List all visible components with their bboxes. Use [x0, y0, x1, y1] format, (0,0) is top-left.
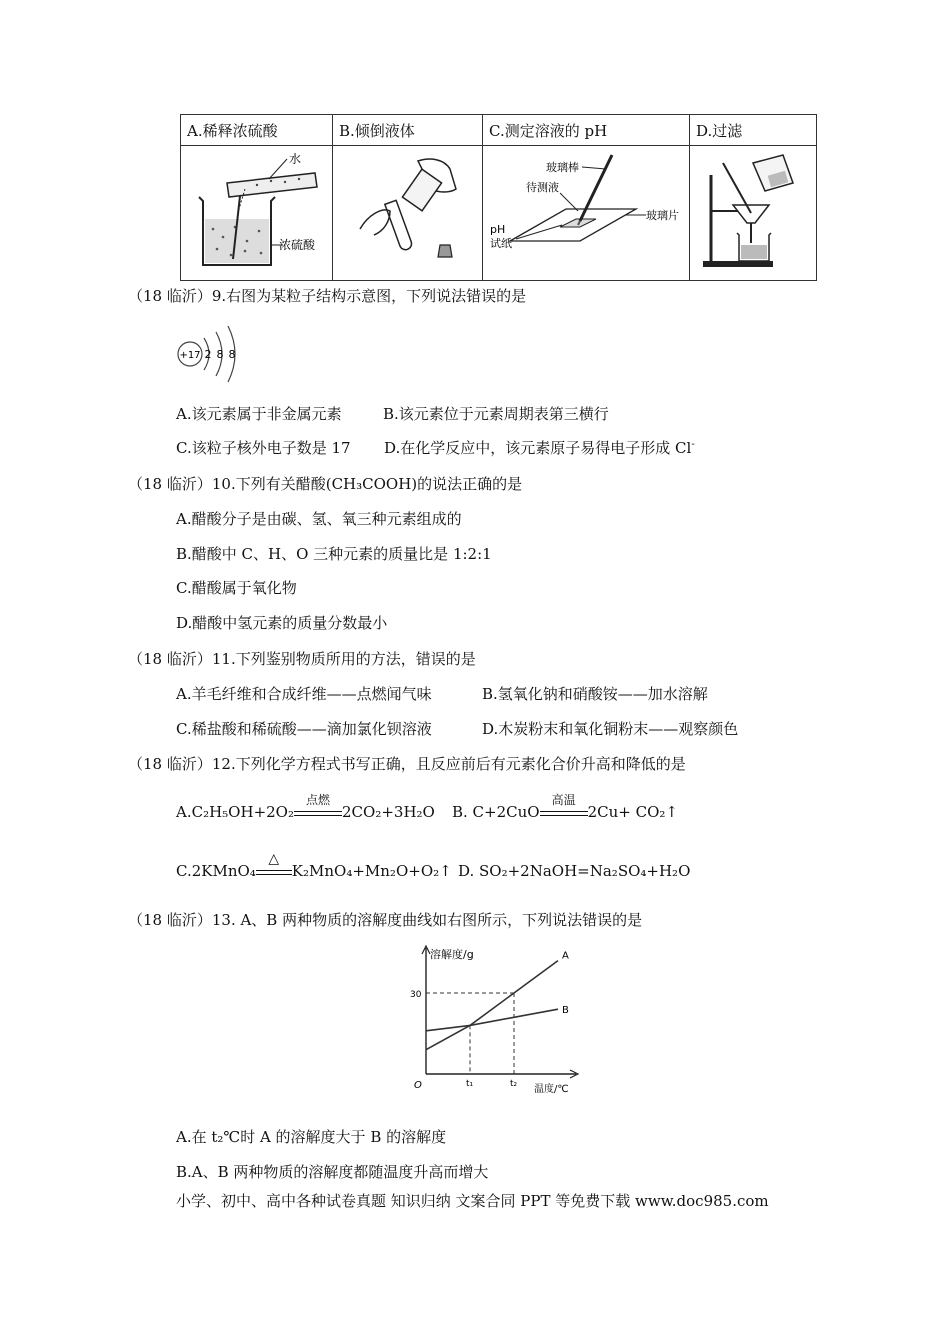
q9-option-c: C.该粒子核外电子数是 17 — [176, 439, 351, 457]
q9-option-d-text: D.在化学反应中，该元素原子易得电子形成 Cl — [384, 439, 692, 457]
y-axis-label: 溶解度/g — [430, 948, 474, 961]
figure-filtration — [690, 146, 817, 281]
x-tick-label: t₂ — [510, 1079, 518, 1089]
series-A-label: A — [562, 950, 569, 962]
q12-option-b — [452, 793, 678, 822]
footer-text: 小学、初中、高中各种试卷真题 知识归纳 文案合同 PPT 等免费下载 www.doc985.com — [176, 1192, 769, 1210]
q12-c-reactants: C.2KMnO₄ — [176, 862, 256, 880]
q11-option-a: A.羊毛纤维和合成纤维——点燃闻气味 — [176, 685, 432, 703]
q12-stem: （18 临沂）12.下列化学方程式书写正确，且反应前后有元素化合价升高和降低的是 — [128, 755, 686, 773]
q12-a-products: 2CO₂+3H₂O — [342, 803, 435, 821]
q13-option-a: A.在 t₂℃时 A 的溶解度大于 B 的溶解度 — [176, 1128, 447, 1146]
label-conc-acid: 浓硫酸 — [278, 238, 315, 252]
shell-1-electrons: 2 — [204, 348, 212, 361]
eq-line — [294, 815, 342, 816]
q10-option-a: A.醋酸分子是由碳、氢、氧三种元素组成的 — [176, 510, 462, 528]
reaction-arrow — [294, 793, 342, 820]
label-ph: pH — [490, 223, 506, 236]
label-glass-slide: 玻璃片 — [646, 209, 679, 222]
y-tick-label: 30 — [410, 990, 422, 1000]
q11-option-d: D.木炭粉末和氧化铜粉末——观察颜色 — [482, 720, 739, 738]
q12-option-d: D. SO₂+2NaOH=Na₂SO₄+H₂O — [458, 862, 691, 880]
figure-dilute-acid — [181, 146, 333, 281]
atom-structure-diagram — [174, 320, 246, 384]
q9-option-b: B.该元素位于元素周期表第三横行 — [383, 405, 609, 423]
q12-c-products: K₂MnO₄+Mn₂O+O₂↑ — [291, 862, 452, 880]
q12-b-reactants: B. C+2CuO — [452, 803, 540, 821]
q10-option-b: B.醋酸中 C、H、O 三种元素的质量比是 1:2:1 — [176, 545, 492, 563]
figure-measure-ph — [483, 146, 690, 281]
q12-a-reactants: A.C₂H₅OH+2O₂ — [176, 803, 294, 821]
reaction-arrow — [540, 793, 588, 820]
label-rod: 玻璃棒 — [546, 161, 579, 174]
origin-label: O — [414, 1080, 422, 1091]
header-a: A.稀释浓硫酸 — [181, 115, 333, 146]
series-B-curve — [426, 1009, 558, 1031]
label-water: 水 — [288, 152, 301, 166]
q9-option-a: A.该元素属于非金属元素 — [176, 405, 342, 423]
q10-stem: （18 临沂）10.下列有关醋酸(CH₃COOH)的说法正确的是 — [128, 475, 523, 493]
eq-line — [540, 815, 588, 816]
figure-pour-liquid — [333, 146, 483, 281]
solubility-chart — [404, 942, 584, 1096]
q12-option-c — [176, 851, 452, 881]
shell-2-electrons: 8 — [216, 348, 224, 361]
eq-line — [256, 874, 292, 875]
q11-stem: （18 临沂）11.下列鉴别物质所用的方法，错误的是 — [128, 650, 476, 668]
label-test-liquid: 待测液 — [526, 181, 559, 194]
header-c: C.测定溶液的 pH — [483, 115, 690, 146]
condition-high-temp: 高温 — [551, 793, 576, 807]
q12-b-products: 2Cu+ CO₂↑ — [587, 803, 678, 821]
experiment-table — [180, 114, 817, 281]
header-d: D.过滤 — [690, 115, 817, 146]
condition-heat: △ — [268, 851, 280, 867]
reaction-arrow — [256, 851, 292, 879]
condition-ignite: 点燃 — [305, 793, 330, 807]
header-b: B.倾倒液体 — [333, 115, 483, 146]
shell-3-electrons: 8 — [228, 348, 236, 361]
chloride-charge: - — [691, 439, 695, 450]
q9-stem: （18 临沂）9.右图为某粒子结构示意图，下列说法错误的是 — [128, 287, 527, 305]
q13-option-b: B.A、B 两种物质的溶解度都随温度升高而增大 — [176, 1163, 489, 1181]
eq-line — [540, 811, 588, 812]
q11-option-c: C.稀盐酸和稀硫酸——滴加氯化钡溶液 — [176, 720, 432, 738]
q9-option-d — [384, 438, 695, 458]
q10-option-c: C.醋酸属于氧化物 — [176, 579, 297, 597]
x-axis-label: 温度/℃ — [534, 1084, 569, 1095]
q12-option-a — [176, 793, 435, 822]
series-B-label: B — [562, 1005, 569, 1017]
x-tick-label: t₁ — [466, 1079, 474, 1089]
q13-stem: （18 临沂）13. A、B 两种物质的溶解度曲线如右图所示，下列说法错误的是 — [128, 911, 643, 929]
series-A-curve — [426, 961, 558, 1050]
q11-option-b: B.氢氧化钠和硝酸铵——加水溶解 — [482, 685, 708, 703]
eq-line — [256, 870, 292, 871]
label-paper: 试纸 — [490, 237, 512, 250]
eq-line — [294, 811, 342, 812]
nucleus-charge: +17 — [179, 350, 201, 361]
q10-option-d: D.醋酸中氢元素的质量分数最小 — [176, 614, 388, 632]
